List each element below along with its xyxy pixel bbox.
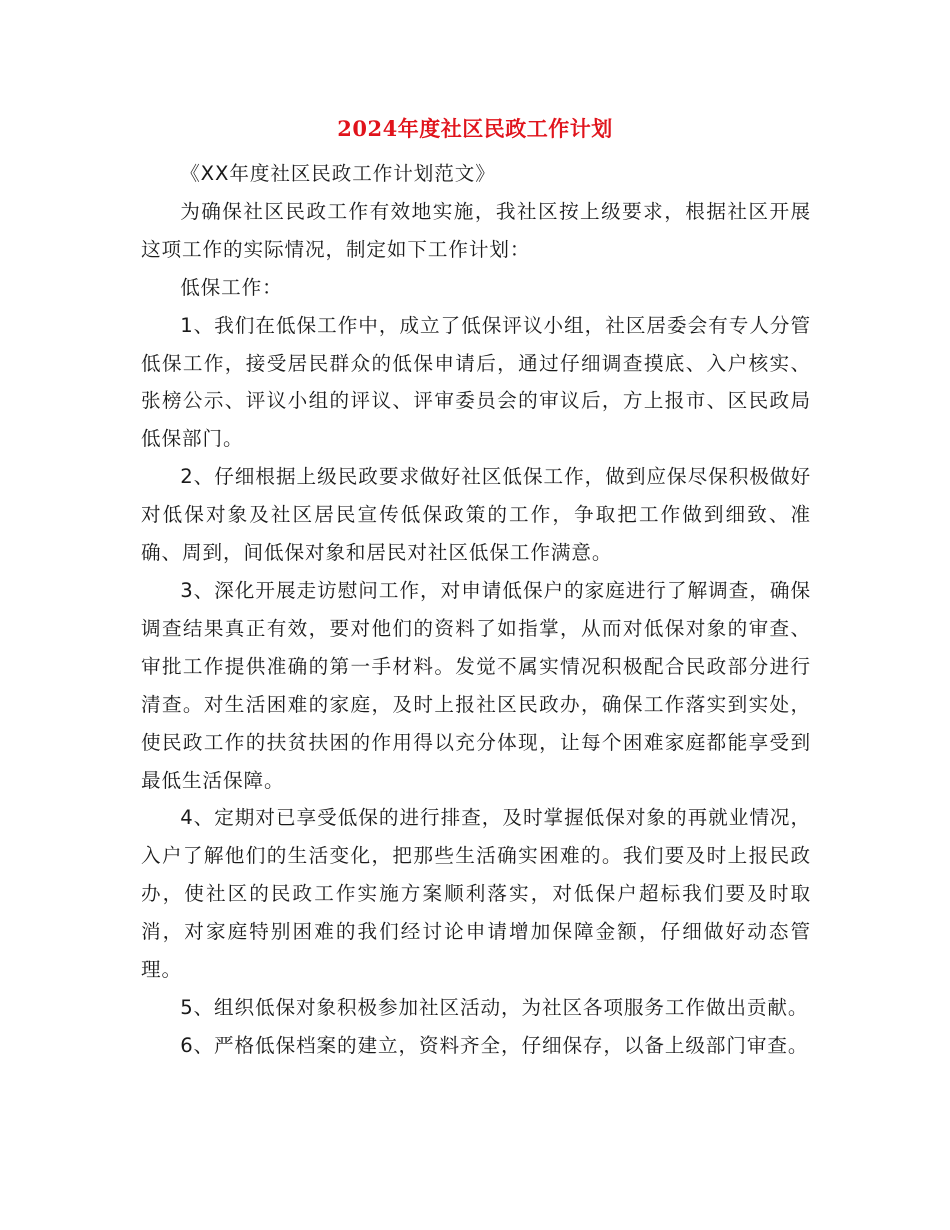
paragraph-item-6: 6、严格低保档案的建立，资料齐全，仔细保存，以备上级部门审查。 bbox=[180, 1033, 809, 1057]
paragraph-item-4: 4、定期对已享受低保的进行排查，及时掌握低保对象的再就业情况，入户了解他们的生活变化，把那些生活确实困难的。我们要及时上报民政办，使社区的民政工作实施方案顺利落实，对低保户超标我们要及时取消，对家庭特别困难的我们经讨论申请增加保障金额，仔细做好动态管理。 bbox=[141, 806, 811, 982]
paragraph-item-5: 5、组织低保对象积极参加社区活动，为社区各项服务工作做出贡献。 bbox=[180, 995, 809, 1019]
paragraph-subtitle: 《XX年度社区民政工作计划范文》 bbox=[180, 162, 496, 185]
document-body bbox=[141, 155, 811, 1065]
paragraph-item-3: 3、深化开展走访慰问工作，对申请低保户的家庭进行了解调查，确保调查结果真正有效，要对他们的资料了如指掌，从而对低保对象的审查、审批工作提供准确的第一手材料。发觉不属实情况积极配合民政部分进行清查。对生活困难的家庭，及时上报社区民政办，确保工作落实到实处，使民政工作的扶贫扶困的作用得以充分体现，让每个困难家庭都能享受到最低生活保障。 bbox=[141, 578, 811, 792]
paragraph-item-2: 2、仔细根据上级民政要求做好社区低保工作，做到应保尽保积极做好对低保对象及社区居民宣传低保政策的工作，争取把工作做到细致、准确、周到，间低保对象和居民对社区低保工作满意。 bbox=[141, 465, 811, 565]
paragraph-item-1: 1、我们在低保工作中，成立了低保评议小组，社区居委会有专人分管低保工作，接受居民群众的低保申请后，通过仔细调查摸底、入户核实、张榜公示、评议小组的评议、评审委员会的审议后，方上报市、区民政局低保部门。 bbox=[141, 313, 811, 451]
document-title: 2024年度社区民政工作计划 bbox=[337, 116, 613, 141]
paragraph-section-heading: 低保工作： bbox=[180, 275, 283, 299]
paragraph-intro: 为确保社区民政工作有效地实施，我社区按上级要求，根据社区开展这项工作的实际情况，制定如下工作计划： bbox=[141, 199, 811, 261]
